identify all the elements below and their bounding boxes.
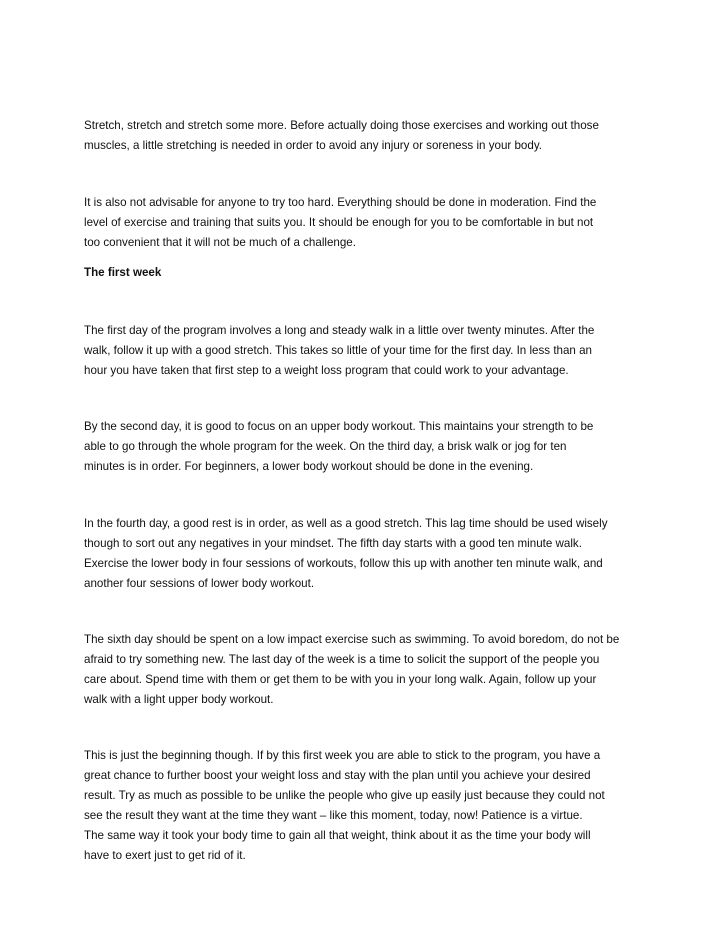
text-line: It is also not advisable for anyone to try too hard. Everything should be done in moderation. Find the <box>84 196 597 209</box>
paragraph-beginning <box>84 746 658 866</box>
text-line: result. Try as much as possible to be unlike the people who give up easily just because they could not <box>84 789 605 802</box>
text-line: In the fourth day, a good rest is in order, as well as a good stretch. This lag time should be used wisely <box>84 517 608 530</box>
text-line: By the second day, it is good to focus on an upper body workout. This maintains your strength to be <box>84 420 594 433</box>
paragraph-moderation <box>84 193 658 253</box>
text-line: walk with a light upper body workout. <box>84 693 274 706</box>
text-line: see the result they want at the time they want – like this moment, today, now! Patience is a virtue. <box>84 809 583 822</box>
text-line: Exercise the lower body in four sessions of workouts, follow this up with another ten minute walk, and <box>84 557 603 570</box>
text-line: able to go through the whole program for the week. On the third day, a brisk walk or jog for ten <box>84 440 567 453</box>
text-line: The first day of the program involves a long and steady walk in a little over twenty minutes. After the <box>84 324 595 337</box>
text-line: have to exert just to get rid of it. <box>84 849 246 862</box>
text-line: The same way it took your body time to gain all that weight, think about it as the time your body will <box>84 829 591 842</box>
text-line: afraid to try something new. The last day of the week is a time to solicit the support of the people you <box>84 653 600 666</box>
text-line: level of exercise and training that suits you. It should be enough for you to be comfortable in but not <box>84 216 594 229</box>
paragraph-first-day <box>84 321 658 381</box>
text-line: care about. Spend time with them or get them to be with you in your long walk. Again, follow up your <box>84 673 597 686</box>
paragraph-stretching <box>84 116 658 156</box>
text-line: another four sessions of lower body workout. <box>84 577 315 590</box>
text-line: hour you have taken that first step to a weight loss program that could work to your advantage. <box>84 364 569 377</box>
heading-text: The first week <box>84 266 162 279</box>
text-line: though to sort out any negatives in your mindset. The fifth day starts with a good ten minute walk. <box>84 537 582 550</box>
text-line: muscles, a little stretching is needed in order to avoid any injury or soreness in your body. <box>84 139 542 152</box>
text-line: minutes is in order. For beginners, a lower body workout should be done in the evening. <box>84 460 534 473</box>
paragraph-second-day <box>84 417 658 477</box>
paragraph-sixth-day <box>84 630 658 710</box>
text-line: This is just the beginning though. If by this first week you are able to stick to the program, you have a <box>84 749 601 762</box>
paragraph-fourth-day <box>84 514 658 594</box>
text-line: too convenient that it will not be much of a challenge. <box>84 236 356 249</box>
text-line: The sixth day should be spent on a low impact exercise such as swimming. To avoid boredom, do not be <box>84 633 620 646</box>
text-line: great chance to further boost your weight loss and stay with the plan until you achieve your desired <box>84 769 591 782</box>
text-line: walk, follow it up with a good stretch. This takes so little of your time for the first day. In less than an <box>84 344 592 357</box>
section-heading <box>84 263 658 283</box>
text-line: Stretch, stretch and stretch some more. Before actually doing those exercises and working out those <box>84 119 599 132</box>
